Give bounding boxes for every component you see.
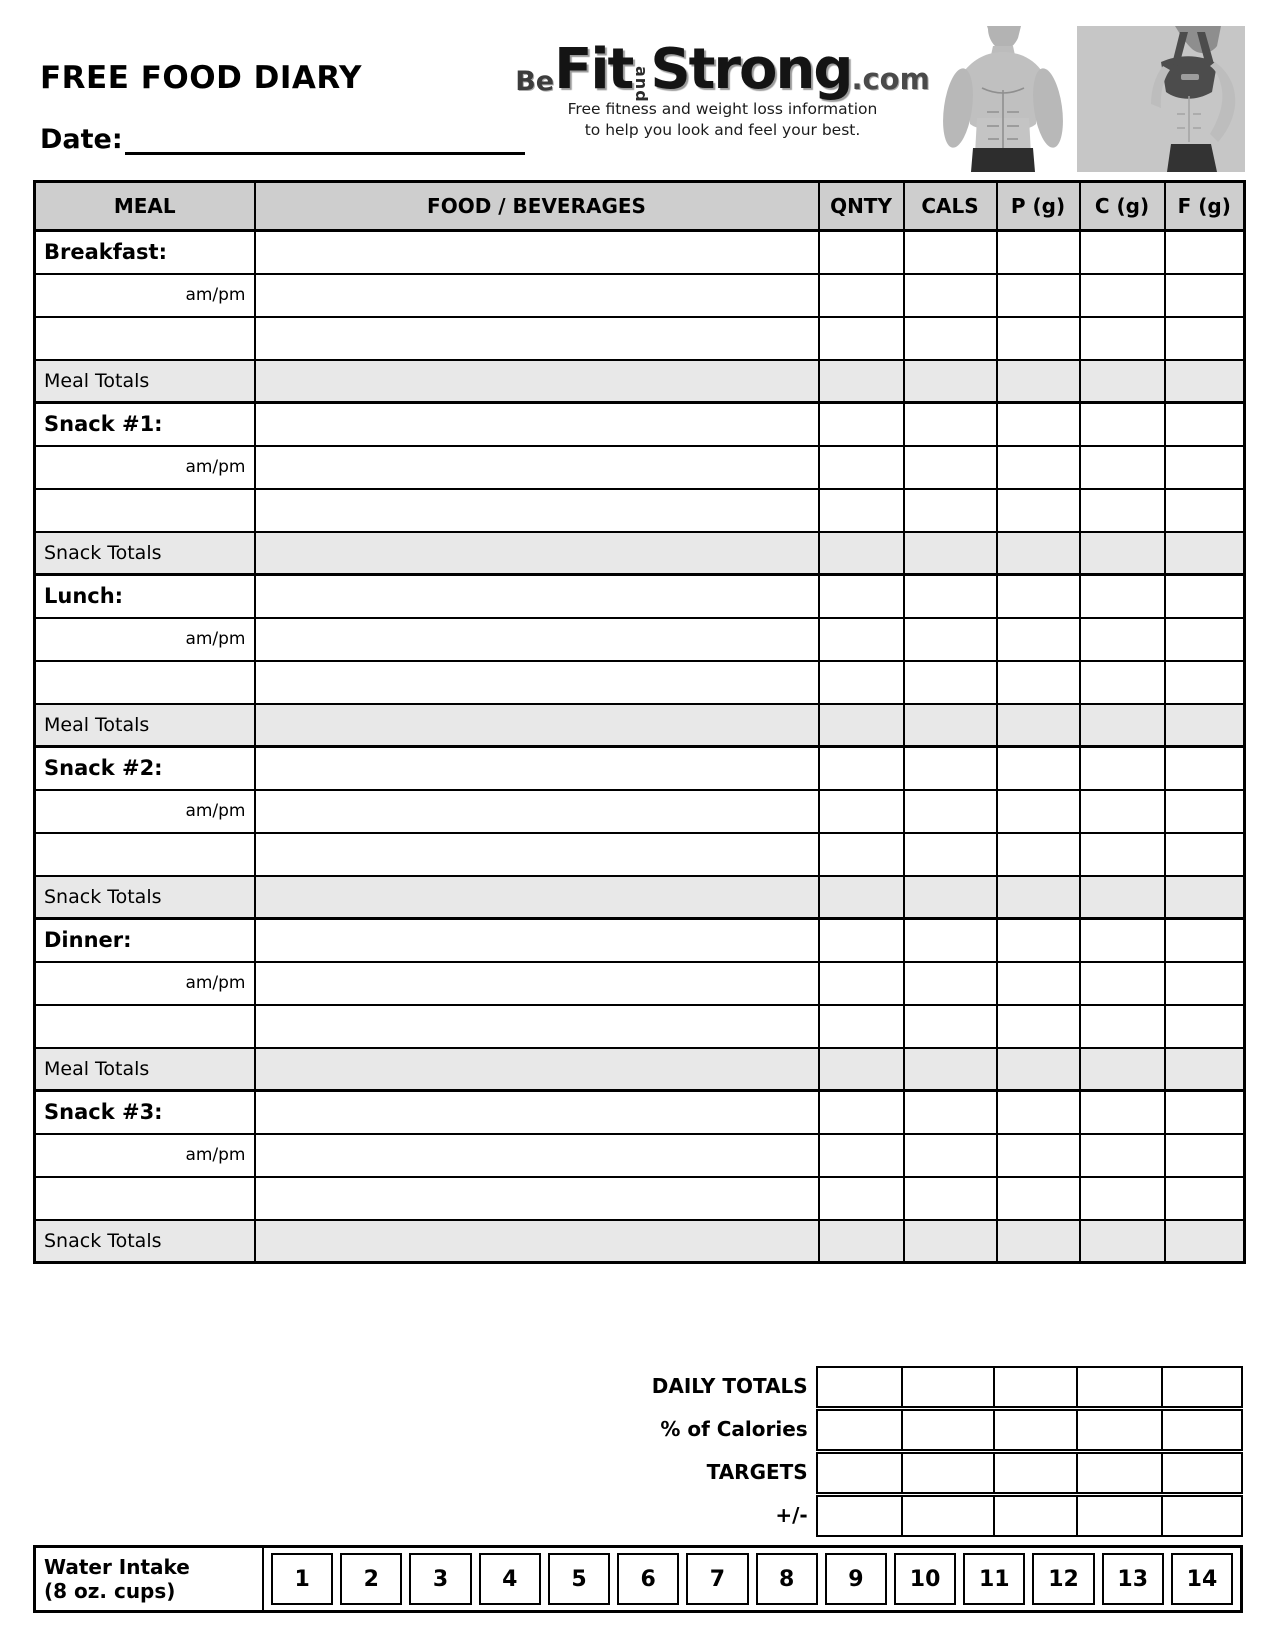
water-intake-tracker xyxy=(33,1545,1243,1613)
logo-tagline-line2: to help you look and feel your best. xyxy=(584,121,861,140)
qnty-totals-cell[interactable] xyxy=(819,1220,904,1263)
percent-calories-boxes xyxy=(816,1409,1243,1451)
qnty-entry-cell[interactable] xyxy=(819,1134,904,1177)
food-entry-cell[interactable] xyxy=(255,790,819,833)
qnty-entry-cell[interactable] xyxy=(819,919,904,962)
protein-entry-cell[interactable] xyxy=(997,661,1080,704)
water-intake-label xyxy=(36,1548,264,1610)
cals-entry-cell[interactable] xyxy=(904,618,997,661)
fat-entry-cell[interactable] xyxy=(1165,1005,1245,1048)
water-cup-11[interactable]: 11 xyxy=(963,1553,1025,1605)
totals-label-cell: Snack Totals xyxy=(35,532,255,575)
meal-row xyxy=(35,1091,1245,1134)
water-cup-3[interactable]: 3 xyxy=(409,1553,471,1605)
water-cup-12[interactable]: 12 xyxy=(1032,1553,1094,1605)
cals-entry-cell[interactable] xyxy=(904,274,997,317)
qnty-entry-cell[interactable] xyxy=(819,403,904,446)
date-label: Date: xyxy=(40,124,123,155)
carbs-entry-cell[interactable] xyxy=(1080,618,1165,661)
food-totals-cell[interactable] xyxy=(255,1048,819,1091)
cals-entry-cell[interactable] xyxy=(904,919,997,962)
blank-entry-row xyxy=(35,833,1245,876)
food-entry-cell[interactable] xyxy=(255,1091,819,1134)
carbs-entry-cell[interactable] xyxy=(1080,403,1165,446)
fat-totals-cell[interactable] xyxy=(1165,532,1245,575)
food-entry-cell[interactable] xyxy=(255,489,819,532)
carbs-entry-cell[interactable] xyxy=(1080,1177,1165,1220)
protein-entry-cell[interactable] xyxy=(997,1177,1080,1220)
meal-label-cell: Dinner: xyxy=(35,919,255,962)
cals-summary-cell[interactable] xyxy=(902,1367,995,1407)
water-cup-cells xyxy=(264,1548,1240,1610)
totals-row xyxy=(35,1220,1245,1263)
ampm-row xyxy=(35,274,1245,317)
carbs-entry-cell[interactable] xyxy=(1080,231,1165,274)
daily-totals-row xyxy=(33,1366,1243,1406)
logo-wordmark xyxy=(515,37,930,103)
protein-entry-cell[interactable] xyxy=(997,1134,1080,1177)
header-cals: CALS xyxy=(904,182,997,231)
fat-entry-cell[interactable] xyxy=(1165,661,1245,704)
cals-totals-cell[interactable] xyxy=(904,704,997,747)
water-cup-5[interactable]: 5 xyxy=(548,1553,610,1605)
male-torso-photo xyxy=(939,26,1068,172)
logo-and-rotated: and xyxy=(632,66,652,103)
ampm-row xyxy=(35,446,1245,489)
date-fill-in-line[interactable] xyxy=(125,125,525,155)
food-entry-cell[interactable] xyxy=(255,1005,819,1048)
logo-be: Be xyxy=(515,66,555,97)
carbs-entry-cell[interactable] xyxy=(1080,1005,1165,1048)
cals-totals-cell[interactable] xyxy=(904,360,997,403)
qnty-entry-cell[interactable] xyxy=(819,489,904,532)
daily-totals-boxes xyxy=(816,1366,1243,1408)
protein-summary-cell[interactable] xyxy=(994,1367,1077,1407)
meal-blank-cell xyxy=(35,317,255,360)
qnty-summary-cell[interactable] xyxy=(817,1496,902,1536)
carbs-totals-cell[interactable] xyxy=(1080,1048,1165,1091)
food-entry-cell[interactable] xyxy=(255,1177,819,1220)
carbs-totals-cell[interactable] xyxy=(1080,704,1165,747)
ampm-label-cell: am/pm xyxy=(35,618,255,661)
cals-entry-cell[interactable] xyxy=(904,231,997,274)
qnty-entry-cell[interactable] xyxy=(819,231,904,274)
water-cup-4[interactable]: 4 xyxy=(479,1553,541,1605)
header-qnty: QNTY xyxy=(819,182,904,231)
qnty-entry-cell[interactable] xyxy=(819,618,904,661)
fat-entry-cell[interactable] xyxy=(1165,747,1245,790)
ampm-row xyxy=(35,618,1245,661)
water-cup-10[interactable]: 10 xyxy=(894,1553,956,1605)
carbs-summary-cell[interactable] xyxy=(1077,1496,1162,1536)
header-fat: F (g) xyxy=(1165,182,1245,231)
fat-entry-cell[interactable] xyxy=(1165,489,1245,532)
cals-summary-cell[interactable] xyxy=(902,1410,995,1450)
meal-blank-cell xyxy=(35,489,255,532)
fat-entry-cell[interactable] xyxy=(1165,1091,1245,1134)
qnty-entry-cell[interactable] xyxy=(819,962,904,1005)
carbs-entry-cell[interactable] xyxy=(1080,919,1165,962)
protein-entry-cell[interactable] xyxy=(997,747,1080,790)
protein-entry-cell[interactable] xyxy=(997,489,1080,532)
totals-label-cell: Snack Totals xyxy=(35,876,255,919)
meal-blank-cell xyxy=(35,661,255,704)
qnty-entry-cell[interactable] xyxy=(819,747,904,790)
qnty-entry-cell[interactable] xyxy=(819,661,904,704)
blank-entry-row xyxy=(35,317,1245,360)
fitness-photos xyxy=(925,26,1245,172)
carbs-totals-cell[interactable] xyxy=(1080,1220,1165,1263)
carbs-totals-cell[interactable] xyxy=(1080,532,1165,575)
plus-minus-label: +/- xyxy=(775,1503,808,1527)
qnty-entry-cell[interactable] xyxy=(819,274,904,317)
fat-entry-cell[interactable] xyxy=(1165,575,1245,618)
carbs-entry-cell[interactable] xyxy=(1080,317,1165,360)
fat-summary-cell[interactable] xyxy=(1162,1367,1242,1407)
cals-entry-cell[interactable] xyxy=(904,1134,997,1177)
water-cup-13[interactable]: 13 xyxy=(1102,1553,1164,1605)
qnty-entry-cell[interactable] xyxy=(819,1091,904,1134)
blank-entry-row xyxy=(35,1177,1245,1220)
fat-totals-cell[interactable] xyxy=(1165,876,1245,919)
meal-blank-cell xyxy=(35,1177,255,1220)
meal-label-cell: Snack #3: xyxy=(35,1091,255,1134)
carbs-entry-cell[interactable] xyxy=(1080,790,1165,833)
header-carbs: C (g) xyxy=(1080,182,1165,231)
meal-row xyxy=(35,403,1245,446)
food-totals-cell[interactable] xyxy=(255,876,819,919)
protein-entry-cell[interactable] xyxy=(997,274,1080,317)
qnty-totals-cell[interactable] xyxy=(819,360,904,403)
totals-label-cell: Meal Totals xyxy=(35,1048,255,1091)
food-totals-cell[interactable] xyxy=(255,704,819,747)
targets-label: TARGETS xyxy=(706,1460,808,1484)
fat-entry-cell[interactable] xyxy=(1165,618,1245,661)
qnty-summary-cell[interactable] xyxy=(817,1453,902,1493)
food-totals-cell[interactable] xyxy=(255,1220,819,1263)
carbs-entry-cell[interactable] xyxy=(1080,962,1165,1005)
cals-entry-cell[interactable] xyxy=(904,575,997,618)
page-title: FREE FOOD DIARY xyxy=(40,60,362,96)
totals-row xyxy=(35,876,1245,919)
daily-summary xyxy=(33,1366,1243,1538)
fitness-photo-illustration xyxy=(925,26,1245,172)
cals-entry-cell[interactable] xyxy=(904,317,997,360)
food-entry-cell[interactable] xyxy=(255,446,819,489)
totals-label-cell: Meal Totals xyxy=(35,360,255,403)
qnty-totals-cell[interactable] xyxy=(819,704,904,747)
qnty-totals-cell[interactable] xyxy=(819,532,904,575)
ampm-row xyxy=(35,1134,1245,1177)
food-entry-cell[interactable] xyxy=(255,274,819,317)
qnty-entry-cell[interactable] xyxy=(819,833,904,876)
date-row xyxy=(40,124,525,155)
qnty-totals-cell[interactable] xyxy=(819,1048,904,1091)
header-meal: MEAL xyxy=(35,182,255,231)
cals-totals-cell[interactable] xyxy=(904,1048,997,1091)
protein-totals-cell[interactable] xyxy=(997,704,1080,747)
logo-strong: Strong xyxy=(650,37,852,102)
ampm-label-cell: am/pm xyxy=(35,790,255,833)
meal-label-cell: Snack #2: xyxy=(35,747,255,790)
food-entry-cell[interactable] xyxy=(255,661,819,704)
protein-entry-cell[interactable] xyxy=(997,790,1080,833)
carbs-entry-cell[interactable] xyxy=(1080,833,1165,876)
carbs-entry-cell[interactable] xyxy=(1080,489,1165,532)
carbs-entry-cell[interactable] xyxy=(1080,1134,1165,1177)
protein-summary-cell[interactable] xyxy=(994,1453,1077,1493)
blank-entry-row xyxy=(35,1005,1245,1048)
logo-fit: Fit xyxy=(554,37,633,102)
food-diary-table xyxy=(33,180,1246,1264)
cals-totals-cell[interactable] xyxy=(904,876,997,919)
protein-entry-cell[interactable] xyxy=(997,833,1080,876)
carbs-entry-cell[interactable] xyxy=(1080,1091,1165,1134)
ampm-row xyxy=(35,962,1245,1005)
totals-row xyxy=(35,360,1245,403)
protein-entry-cell[interactable] xyxy=(997,1091,1080,1134)
cals-entry-cell[interactable] xyxy=(904,489,997,532)
fat-summary-cell[interactable] xyxy=(1162,1453,1242,1493)
water-cup-8[interactable]: 8 xyxy=(756,1553,818,1605)
plus-minus-boxes xyxy=(816,1495,1243,1537)
meal-label-cell: Snack #1: xyxy=(35,403,255,446)
fat-entry-cell[interactable] xyxy=(1165,231,1245,274)
fat-totals-cell[interactable] xyxy=(1165,360,1245,403)
fat-entry-cell[interactable] xyxy=(1165,403,1245,446)
protein-entry-cell[interactable] xyxy=(997,962,1080,1005)
targets-row xyxy=(33,1452,1243,1492)
blank-entry-row xyxy=(35,661,1245,704)
cals-entry-cell[interactable] xyxy=(904,833,997,876)
water-cup-9[interactable]: 9 xyxy=(825,1553,887,1605)
targets-boxes xyxy=(816,1452,1243,1494)
carbs-entry-cell[interactable] xyxy=(1080,446,1165,489)
qnty-summary-cell[interactable] xyxy=(817,1367,902,1407)
protein-totals-cell[interactable] xyxy=(997,876,1080,919)
carbs-summary-cell[interactable] xyxy=(1077,1367,1162,1407)
qnty-entry-cell[interactable] xyxy=(819,1177,904,1220)
qnty-entry-cell[interactable] xyxy=(819,1005,904,1048)
carbs-entry-cell[interactable] xyxy=(1080,274,1165,317)
daily-totals-label: DAILY TOTALS xyxy=(651,1374,808,1398)
protein-totals-cell[interactable] xyxy=(997,532,1080,575)
befitandstrong-logo xyxy=(515,37,930,141)
cals-entry-cell[interactable] xyxy=(904,790,997,833)
percent-calories-label: % of Calories xyxy=(660,1417,808,1441)
food-entry-cell[interactable] xyxy=(255,403,819,446)
protein-entry-cell[interactable] xyxy=(997,618,1080,661)
protein-entry-cell[interactable] xyxy=(997,446,1080,489)
protein-summary-cell[interactable] xyxy=(994,1410,1077,1450)
fat-entry-cell[interactable] xyxy=(1165,317,1245,360)
totals-row xyxy=(35,532,1245,575)
cals-entry-cell[interactable] xyxy=(904,661,997,704)
carbs-summary-cell[interactable] xyxy=(1077,1410,1162,1450)
protein-entry-cell[interactable] xyxy=(997,575,1080,618)
logo-tagline-line1: Free fitness and weight loss information xyxy=(567,100,878,118)
cals-entry-cell[interactable] xyxy=(904,1177,997,1220)
fat-entry-cell[interactable] xyxy=(1165,1177,1245,1220)
cals-entry-cell[interactable] xyxy=(904,747,997,790)
cals-entry-cell[interactable] xyxy=(904,403,997,446)
cals-summary-cell[interactable] xyxy=(902,1453,995,1493)
fat-entry-cell[interactable] xyxy=(1165,833,1245,876)
ampm-label-cell: am/pm xyxy=(35,446,255,489)
meal-row xyxy=(35,575,1245,618)
water-intake-label-line1: Water Intake xyxy=(44,1555,190,1579)
plus-minus-row xyxy=(33,1495,1243,1535)
totals-row xyxy=(35,704,1245,747)
cals-totals-cell[interactable] xyxy=(904,532,997,575)
fat-summary-cell[interactable] xyxy=(1162,1496,1242,1536)
cals-entry-cell[interactable] xyxy=(904,1005,997,1048)
food-entry-cell[interactable] xyxy=(255,919,819,962)
carbs-entry-cell[interactable] xyxy=(1080,661,1165,704)
blank-entry-row xyxy=(35,489,1245,532)
water-cup-1[interactable]: 1 xyxy=(271,1553,333,1605)
fat-entry-cell[interactable] xyxy=(1165,790,1245,833)
carbs-totals-cell[interactable] xyxy=(1080,876,1165,919)
percent-calories-row xyxy=(33,1409,1243,1449)
water-cup-6[interactable]: 6 xyxy=(617,1553,679,1605)
protein-totals-cell[interactable] xyxy=(997,1220,1080,1263)
carbs-totals-cell[interactable] xyxy=(1080,360,1165,403)
qnty-entry-cell[interactable] xyxy=(819,575,904,618)
meal-blank-cell xyxy=(35,1005,255,1048)
cals-totals-cell[interactable] xyxy=(904,1220,997,1263)
water-intake-label-line2: (8 oz. cups) xyxy=(44,1579,176,1603)
cals-summary-cell[interactable] xyxy=(902,1496,995,1536)
food-entry-cell[interactable] xyxy=(255,833,819,876)
protein-summary-cell[interactable] xyxy=(994,1496,1077,1536)
header-protein: P (g) xyxy=(997,182,1080,231)
qnty-summary-cell[interactable] xyxy=(817,1410,902,1450)
protein-entry-cell[interactable] xyxy=(997,403,1080,446)
qnty-entry-cell[interactable] xyxy=(819,446,904,489)
food-entry-cell[interactable] xyxy=(255,618,819,661)
food-entry-cell[interactable] xyxy=(255,747,819,790)
meal-label-cell: Breakfast: xyxy=(35,231,255,274)
qnty-entry-cell[interactable] xyxy=(819,317,904,360)
fat-entry-cell[interactable] xyxy=(1165,1134,1245,1177)
cals-entry-cell[interactable] xyxy=(904,446,997,489)
fat-totals-cell[interactable] xyxy=(1165,704,1245,747)
meal-row xyxy=(35,231,1245,274)
fat-entry-cell[interactable] xyxy=(1165,962,1245,1005)
protein-entry-cell[interactable] xyxy=(997,1005,1080,1048)
carbs-entry-cell[interactable] xyxy=(1080,747,1165,790)
fat-entry-cell[interactable] xyxy=(1165,446,1245,489)
protein-entry-cell[interactable] xyxy=(997,919,1080,962)
carbs-summary-cell[interactable] xyxy=(1077,1453,1162,1493)
protein-entry-cell[interactable] xyxy=(997,317,1080,360)
totals-label-cell: Meal Totals xyxy=(35,704,255,747)
totals-row xyxy=(35,1048,1245,1091)
totals-label-cell: Snack Totals xyxy=(35,1220,255,1263)
meal-label-cell: Lunch: xyxy=(35,575,255,618)
qnty-entry-cell[interactable] xyxy=(819,790,904,833)
table-header-row xyxy=(35,182,1245,231)
cals-entry-cell[interactable] xyxy=(904,962,997,1005)
meal-blank-cell xyxy=(35,833,255,876)
ampm-label-cell: am/pm xyxy=(35,274,255,317)
water-cup-2[interactable]: 2 xyxy=(340,1553,402,1605)
ampm-label-cell: am/pm xyxy=(35,962,255,1005)
fat-totals-cell[interactable] xyxy=(1165,1048,1245,1091)
protein-totals-cell[interactable] xyxy=(997,360,1080,403)
protein-entry-cell[interactable] xyxy=(997,231,1080,274)
water-cup-14[interactable]: 14 xyxy=(1171,1553,1233,1605)
ampm-row xyxy=(35,790,1245,833)
food-entry-cell[interactable] xyxy=(255,317,819,360)
water-cup-7[interactable]: 7 xyxy=(686,1553,748,1605)
header-food-beverages: FOOD / BEVERAGES xyxy=(255,182,819,231)
food-totals-cell[interactable] xyxy=(255,532,819,575)
cals-entry-cell[interactable] xyxy=(904,1091,997,1134)
food-entry-cell[interactable] xyxy=(255,575,819,618)
logo-com: .com xyxy=(851,62,930,96)
fat-summary-cell[interactable] xyxy=(1162,1410,1242,1450)
meal-row xyxy=(35,919,1245,962)
food-entry-cell[interactable] xyxy=(255,1134,819,1177)
qnty-totals-cell[interactable] xyxy=(819,876,904,919)
fat-totals-cell[interactable] xyxy=(1165,1220,1245,1263)
fat-entry-cell[interactable] xyxy=(1165,919,1245,962)
carbs-entry-cell[interactable] xyxy=(1080,575,1165,618)
protein-totals-cell[interactable] xyxy=(997,1048,1080,1091)
food-entry-cell[interactable] xyxy=(255,231,819,274)
ampm-label-cell: am/pm xyxy=(35,1134,255,1177)
food-totals-cell[interactable] xyxy=(255,360,819,403)
food-entry-cell[interactable] xyxy=(255,962,819,1005)
fat-entry-cell[interactable] xyxy=(1165,274,1245,317)
meal-row xyxy=(35,747,1245,790)
